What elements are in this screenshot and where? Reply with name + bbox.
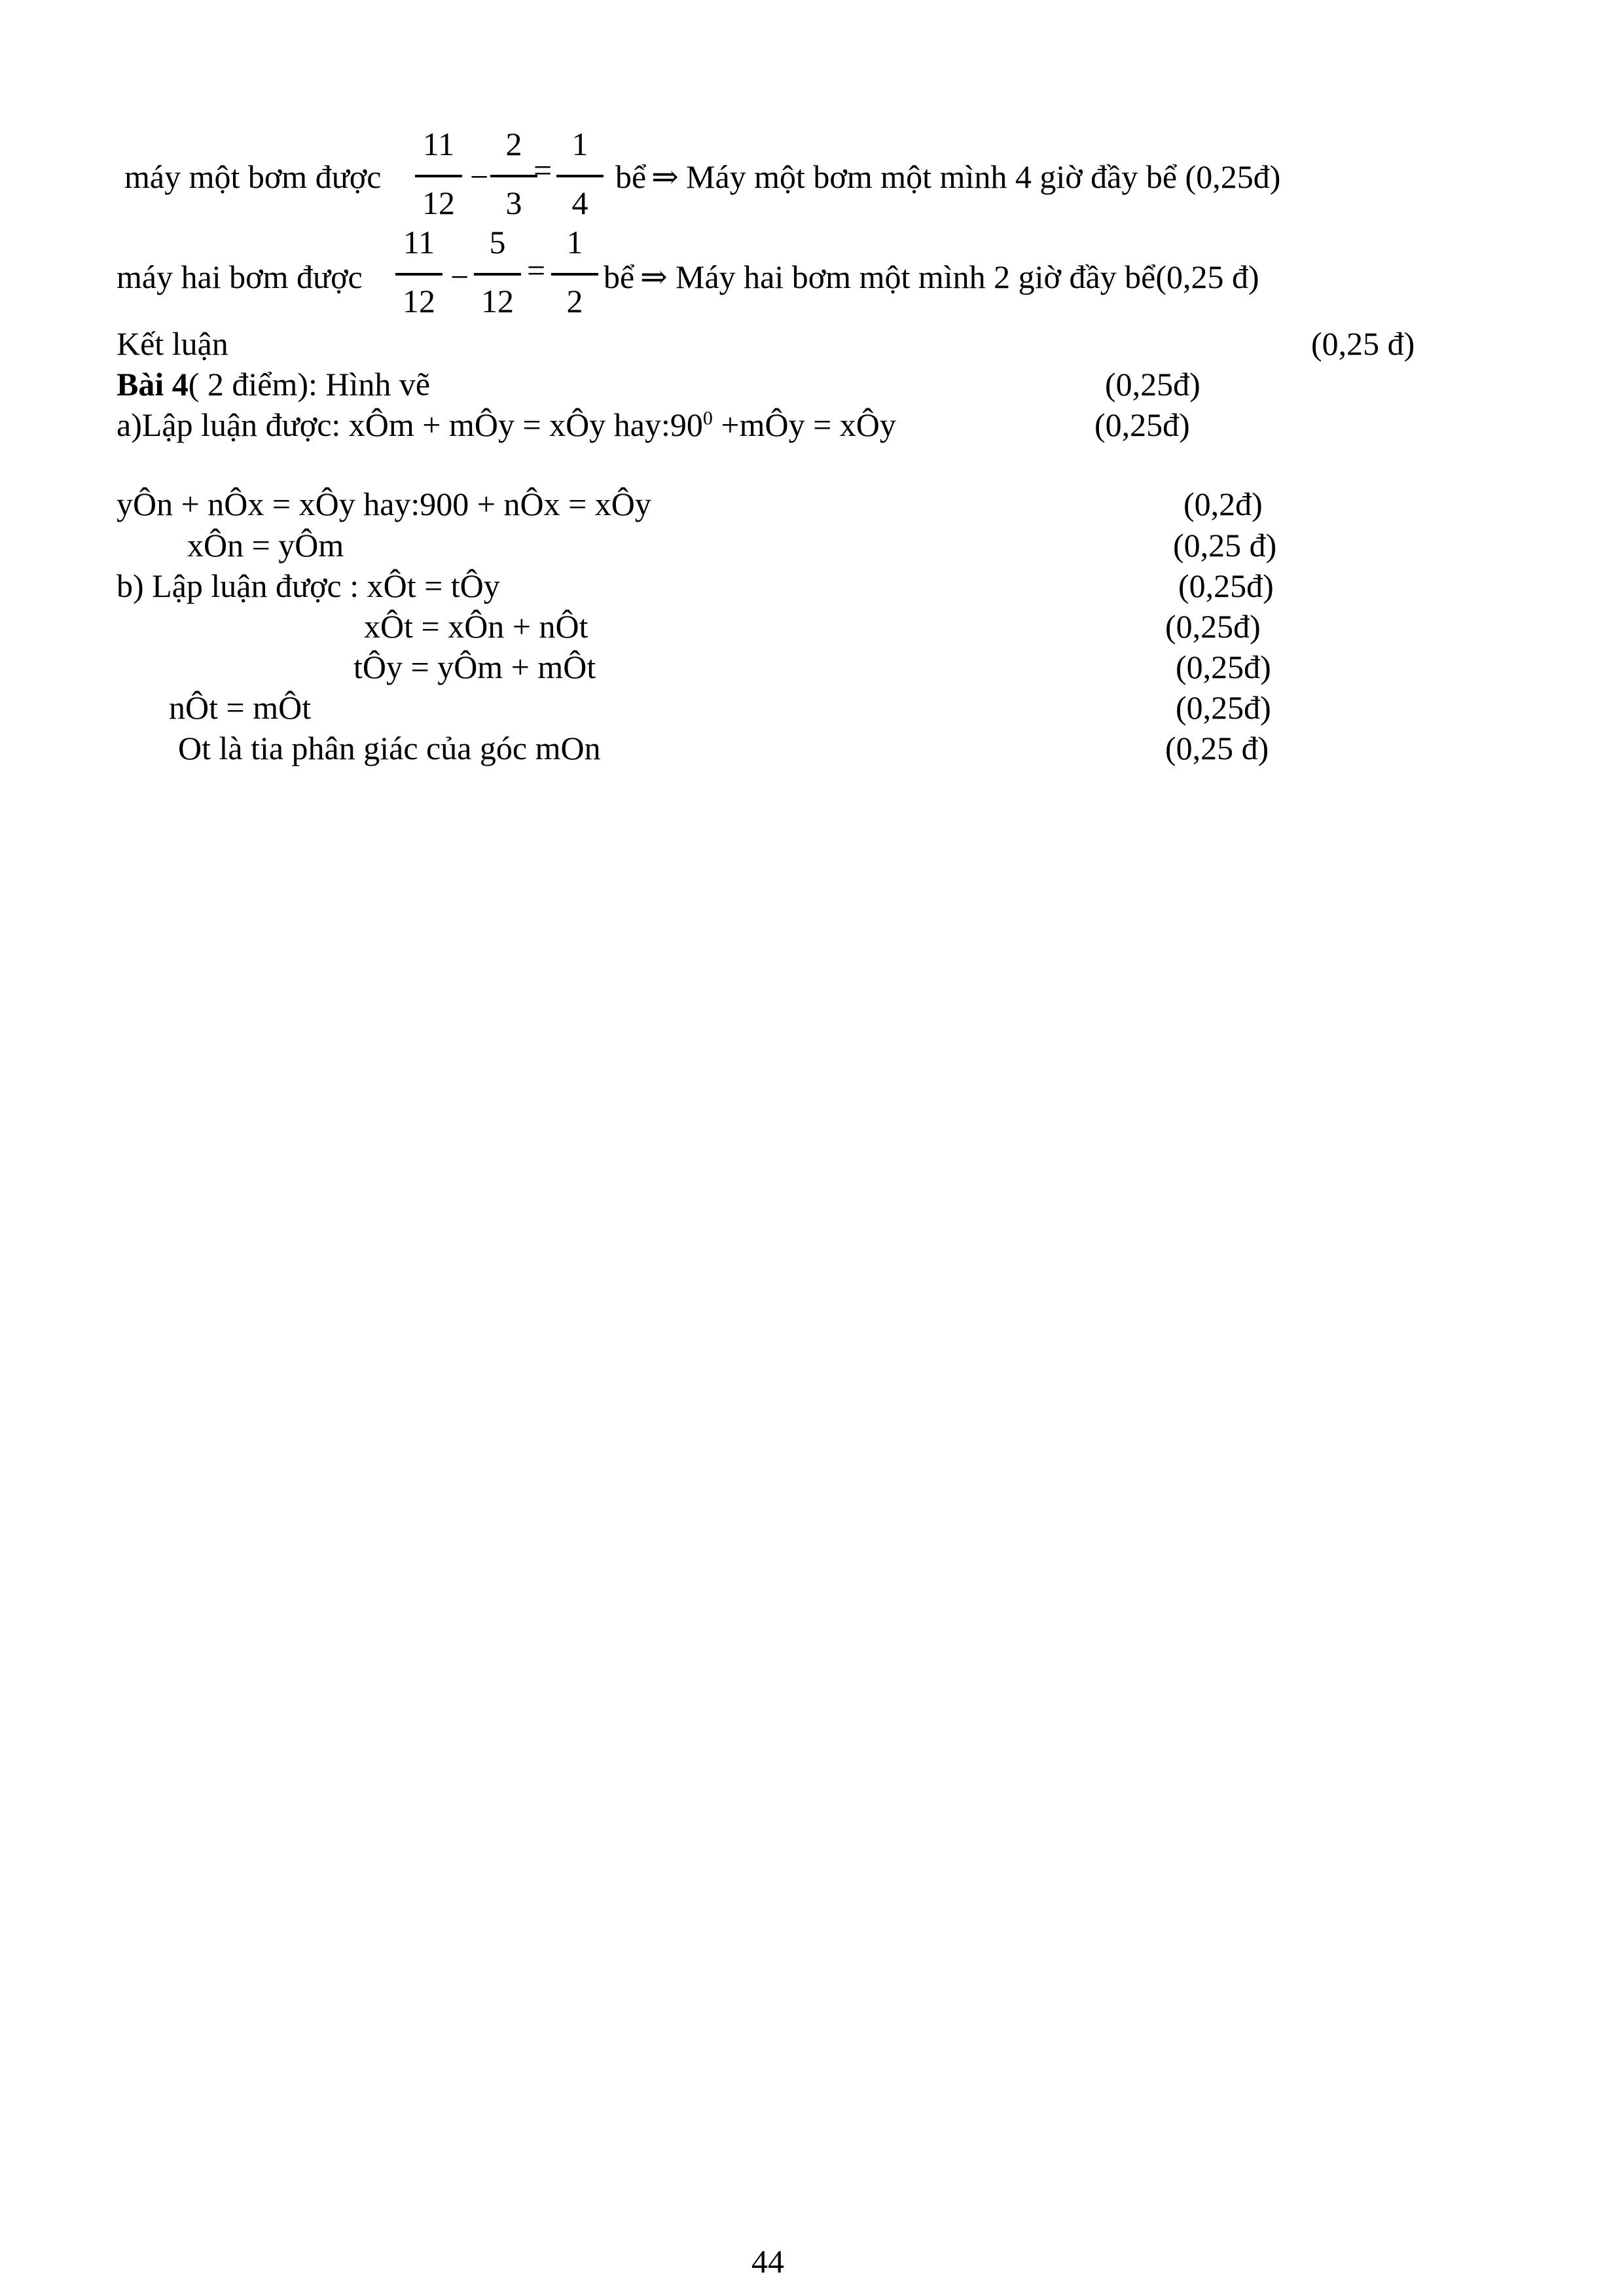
line-b2-score: (0,25đ) xyxy=(1165,608,1261,645)
bai4-score: (0,25đ) xyxy=(1105,366,1200,403)
fraction-1-4: 1 4 xyxy=(554,128,606,219)
equals-sign: = xyxy=(533,152,552,188)
bai4-label-rest: ( 2 điểm): Hình vẽ xyxy=(188,366,431,403)
line-b5-score: (0,25 đ) xyxy=(1165,730,1269,766)
fraction-bar xyxy=(395,273,442,276)
page-number: 44 xyxy=(751,2243,784,2280)
line-y2-score: (0,25 đ) xyxy=(1173,527,1277,564)
minus-sign: − xyxy=(450,259,469,295)
fraction-bar xyxy=(490,175,537,177)
line-b3-score: (0,25đ) xyxy=(1176,649,1271,685)
fraction-bar xyxy=(556,175,604,177)
fraction-2-3: 2 3 xyxy=(488,128,540,219)
line-b4-score: (0,25đ) xyxy=(1176,689,1271,726)
line2-prefix: máy hai bơm được xyxy=(117,259,363,295)
line-b2-text: xÔt = xÔn + nÔt xyxy=(364,608,588,645)
line-b-score: (0,25đ) xyxy=(1178,567,1274,604)
fraction-bar xyxy=(551,273,598,276)
ket-luan-score: (0,25 đ) xyxy=(1311,325,1415,362)
line-y1-text: yÔn + nÔx = xÔy hay:900 + nÔx = xÔy xyxy=(117,486,651,522)
fraction-bar xyxy=(474,273,521,276)
line-b5-text: Ot là tia phân giác của góc mOn xyxy=(178,730,601,766)
ket-luan-text: Kết luận xyxy=(117,325,228,362)
bai4-label: Bài 4 xyxy=(117,366,189,403)
line-y2-text: xÔn = yÔm xyxy=(187,527,344,564)
equals-sign: = xyxy=(527,252,546,289)
degree-superscript: 0 xyxy=(702,407,713,429)
line-b3-text: tÔy = yÔm + mÔt xyxy=(353,649,596,685)
line-b4-text: nÔt = mÔt xyxy=(169,689,312,726)
line-b-text: b) Lập luận được : xÔt = tÔy xyxy=(117,567,500,604)
implies-arrow-icon: ⇒ xyxy=(640,259,668,295)
line-a-score: (0,25đ) xyxy=(1094,406,1190,443)
fraction-1-2: 1 2 xyxy=(549,226,601,317)
fraction-11-12: 11 12 xyxy=(412,128,465,219)
line1-prefix: máy một bơm được xyxy=(124,158,382,195)
line2-be: bể xyxy=(604,259,635,295)
line-y1-score: (0,2đ) xyxy=(1183,486,1263,522)
line-a-text: a)Lập luận được: xÔm + mÔy = xÔy $hay:90^0$ +mÔy = xÔy xyxy=(117,406,896,443)
line2-suffix: Máy hai bơm một mình 2 giờ đầy bể(0,25 đ) xyxy=(676,259,1259,295)
line1-suffix: Máy một bơm một mình 4 giờ đầy bể (0,25đ) xyxy=(686,158,1281,195)
line1-be: bể xyxy=(615,158,647,195)
fraction-11-12: 11 12 xyxy=(393,226,445,317)
fraction-bar xyxy=(415,175,462,177)
fraction-5-12: 5 12 xyxy=(471,226,524,317)
minus-sign: − xyxy=(470,158,489,195)
implies-arrow-icon: ⇒ xyxy=(651,158,679,195)
bai4-heading xyxy=(117,368,430,401)
